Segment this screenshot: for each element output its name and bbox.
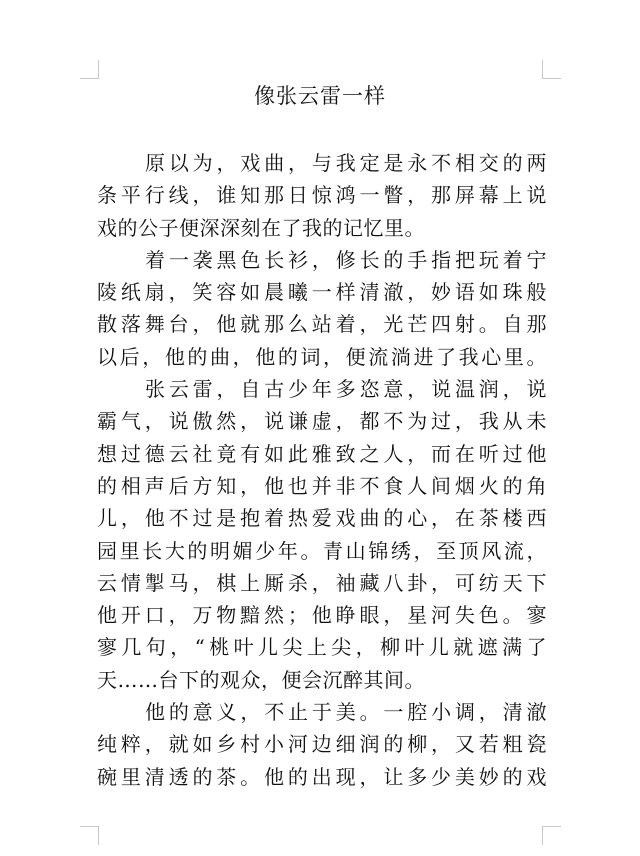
text-line: 的相声后方知，他也并非不食人间烟火的角 xyxy=(97,473,547,498)
text-line: 他开口，万物黯然；他睁眼，星河失色。寥 xyxy=(97,603,547,628)
text-line: 条平行线，谁知那日惊鸿一瞥，那屏幕上说 xyxy=(97,183,547,208)
margin-corner-top-right xyxy=(542,60,561,79)
text-line: 原以为，戏曲，与我定是永不相交的两 xyxy=(145,151,547,175)
text-line: 寥几句，“桃叶儿尖上尖，柳叶儿就遮满了 xyxy=(97,635,547,660)
text-line: 园里长大的明媚少年。青山锦绣，至顶风流， xyxy=(97,538,547,563)
document-title: 像张云雷一样 xyxy=(254,84,386,108)
margin-corner-bottom-left xyxy=(80,826,99,845)
text-line: 霸气，说傲然，说谦虚，都不为过，我从未 xyxy=(97,409,547,434)
text-line: 以后，他的曲，他的词，便流淌进了我心里。 xyxy=(97,344,547,369)
text-line: 着一袭黑色长衫，修长的手指把玩着宁 xyxy=(145,247,547,272)
text-line: 他的意义，不止于美。一腔小调，清澈 xyxy=(145,700,547,725)
text-line: 纯粹，就如乡村小河边细润的柳，又若粗瓷 xyxy=(97,732,547,757)
text-line: 碗里清透的茶。他的出现，让多少美妙的戏 xyxy=(97,764,547,789)
text-line: 戏的公子便深深刻在了我的记忆里。 xyxy=(97,215,425,240)
margin-corner-top-left xyxy=(80,60,99,79)
text-line: 张云雷，自古少年多恣意，说温润，说 xyxy=(145,377,547,402)
text-line: 儿，他不过是抱着热爱戏曲的心，在茶楼西 xyxy=(97,506,547,531)
text-line: 散落舞台，他就那么站着，光芒四射。自那 xyxy=(97,312,547,337)
margin-corner-bottom-right xyxy=(542,826,561,845)
text-line: 天……台下的观众，便会沉醉其间。 xyxy=(97,667,425,692)
text-line: 想过德云社竟有如此雅致之人，而在听过他 xyxy=(97,441,547,466)
text-line: 陵纸扇，笑容如晨曦一样清澈，妙语如珠般 xyxy=(97,280,547,305)
text-line: 云情掣马，棋上厮杀，袖藏八卦，可纺天下 xyxy=(97,570,547,595)
document-body xyxy=(97,147,547,793)
